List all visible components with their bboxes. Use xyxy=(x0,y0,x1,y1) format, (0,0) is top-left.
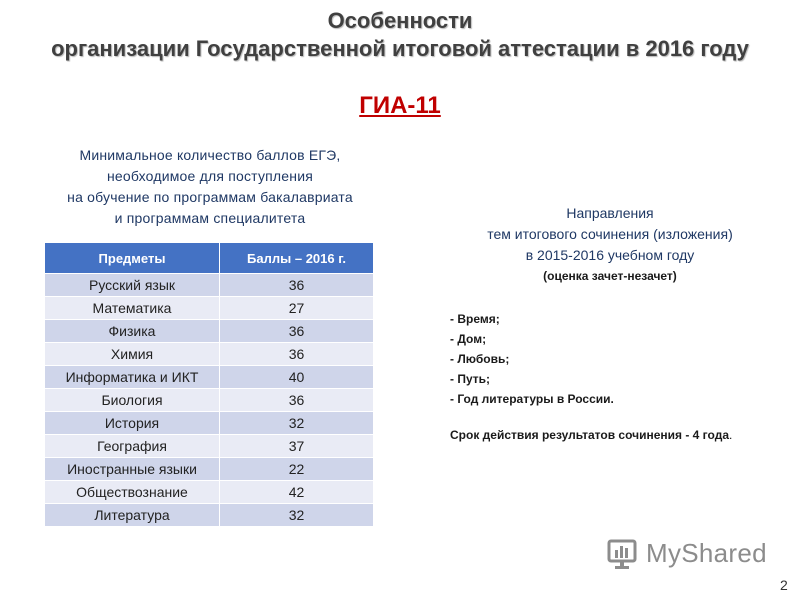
min-scores-caption-line: на обучение по программам бакалавриата xyxy=(67,189,353,205)
column-header-subjects: Предметы xyxy=(45,243,220,274)
title-line-1: Особенности xyxy=(327,8,473,33)
score-cell: 36 xyxy=(220,274,374,297)
essay-caption xyxy=(430,203,790,287)
table-header-row xyxy=(45,243,374,274)
subject-cell: Химия xyxy=(45,343,220,366)
score-cell: 36 xyxy=(220,343,374,366)
table-row xyxy=(45,320,374,343)
list-item: - Год литературы в России. xyxy=(450,392,614,406)
score-cell: 36 xyxy=(220,320,374,343)
subtitle-text: ГИА-11 xyxy=(359,92,441,119)
score-cell: 42 xyxy=(220,481,374,504)
subject-cell: Физика xyxy=(45,320,220,343)
watermark xyxy=(606,533,767,573)
page-number: 2 xyxy=(780,577,788,593)
score-cell: 36 xyxy=(220,389,374,412)
subject-cell: Математика xyxy=(45,297,220,320)
essay-caption-line: Направления xyxy=(566,205,654,221)
column-header-scores: Баллы – 2016 г. xyxy=(220,243,374,274)
table-row xyxy=(45,274,374,297)
essay-topics-list xyxy=(450,309,614,409)
table-row xyxy=(45,389,374,412)
subject-cell: Биология xyxy=(45,389,220,412)
score-cell: 32 xyxy=(220,412,374,435)
results-validity-note xyxy=(450,428,732,442)
subtitle xyxy=(0,92,800,120)
score-cell: 32 xyxy=(220,504,374,527)
table-row xyxy=(45,458,374,481)
subject-cell: Русский язык xyxy=(45,274,220,297)
list-item: - Любовь; xyxy=(450,352,510,366)
title-line-2: организации Государственной итоговой аттестации в 2016 году xyxy=(51,36,749,61)
essay-caption-line: в 2015-2016 учебном году xyxy=(525,247,695,263)
essay-caption-line: тем итогового сочинения (изложения) xyxy=(487,226,733,242)
myshared-logo-icon xyxy=(606,535,642,571)
table-row xyxy=(45,504,374,527)
score-cell: 40 xyxy=(220,366,374,389)
validity-period: . xyxy=(729,428,733,442)
score-cell: 37 xyxy=(220,435,374,458)
grading-note: (оценка зачет-незачет) xyxy=(543,269,677,283)
min-scores-caption-line: и программам специалитета xyxy=(114,210,306,226)
list-item: - Дом; xyxy=(450,332,487,346)
table-row xyxy=(45,412,374,435)
scores-table xyxy=(44,242,374,527)
score-cell: 22 xyxy=(220,458,374,481)
table-row xyxy=(45,366,374,389)
subject-cell: Информатика и ИКТ xyxy=(45,366,220,389)
list-item: - Путь; xyxy=(450,372,491,386)
min-scores-caption-line: Минимальное количество баллов ЕГЭ, xyxy=(79,147,341,163)
table-row xyxy=(45,481,374,504)
list-item: - Время; xyxy=(450,312,500,326)
subject-cell: Иностранные языки xyxy=(45,458,220,481)
score-cell: 27 xyxy=(220,297,374,320)
table-row xyxy=(45,297,374,320)
subject-cell: Литература xyxy=(45,504,220,527)
subject-cell: География xyxy=(45,435,220,458)
watermark-text: MyShared xyxy=(646,537,767,568)
validity-text: Срок действия результатов сочинения - 4 года xyxy=(450,428,729,442)
subject-cell: История xyxy=(45,412,220,435)
min-scores-caption-line: необходимое для поступления xyxy=(106,168,314,184)
table-row xyxy=(45,343,374,366)
subject-cell: Обществознание xyxy=(45,481,220,504)
min-scores-caption xyxy=(30,145,390,229)
table-row xyxy=(45,435,374,458)
